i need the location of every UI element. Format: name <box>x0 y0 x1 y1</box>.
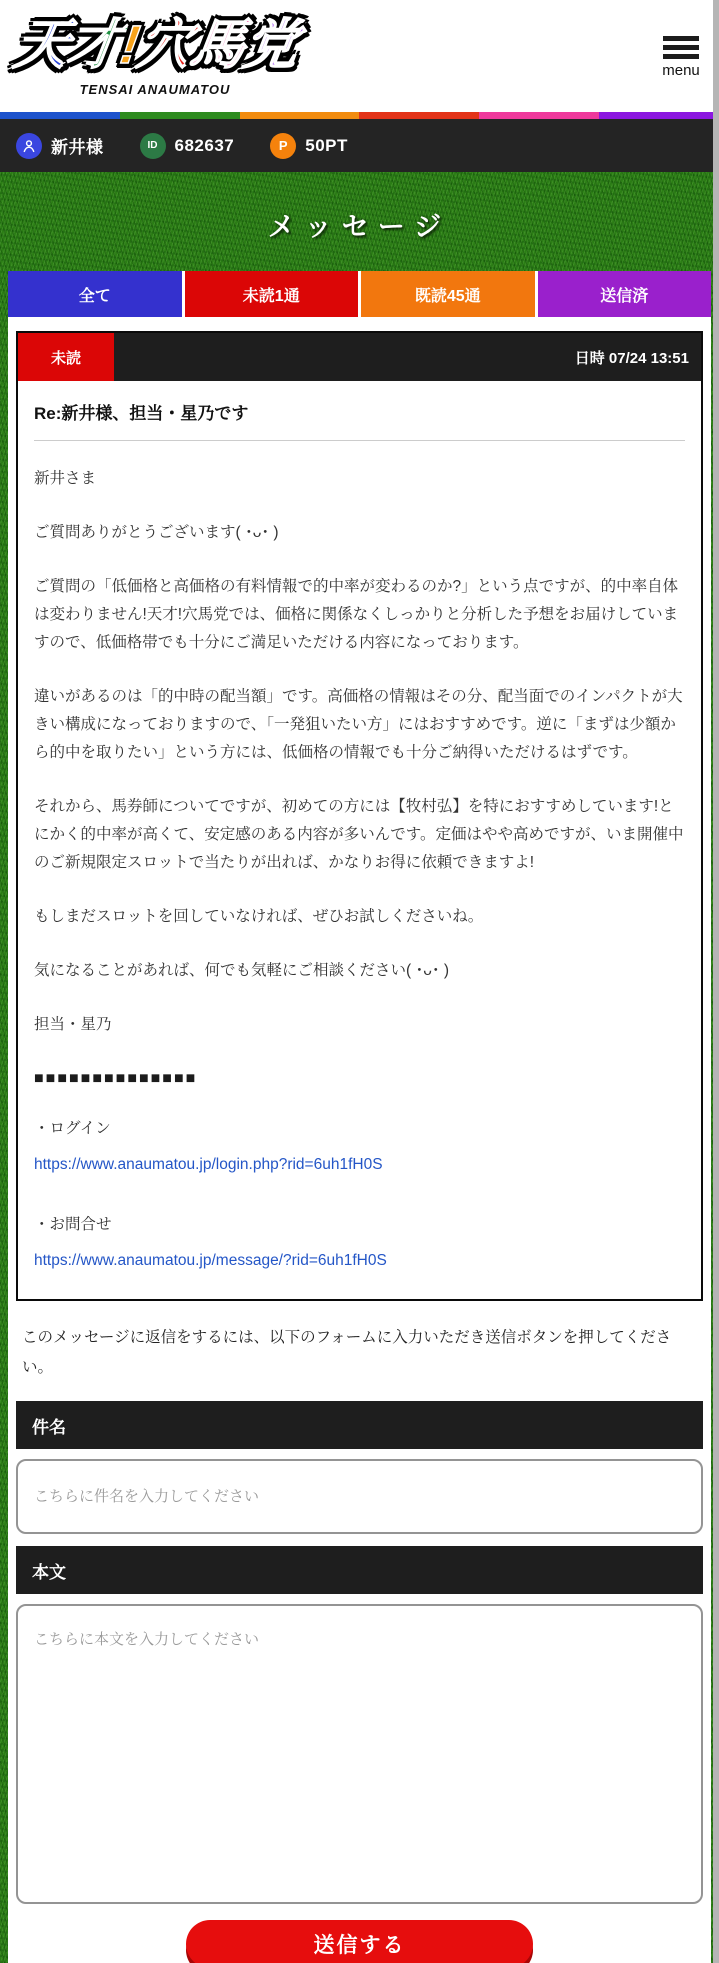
menu-button[interactable] <box>661 36 701 80</box>
point-badge-icon: P <box>270 133 296 159</box>
menu-label: menu <box>662 62 700 79</box>
message-paragraph: ・お問合せ <box>34 1216 112 1233</box>
user-id-value: 682637 <box>174 135 235 155</box>
user-avatar-icon <box>16 133 42 159</box>
message-paragraph: それから、馬券師についてですが、初めての方には【牧村弘】を特におすすめしています!とにかく的中率が高くて、安定感のある内容が多いんです。定価はやや高めですが、いま開催中のご新規限定スロットで当たりが出れば、かなりお得に依頼できますよ! <box>34 798 684 871</box>
message-paragraph: 気になることがあれば、何でも気軽にご相談ください( ･ᴗ･ ) <box>34 962 450 979</box>
user-points-value: 50PT <box>305 135 348 155</box>
site-logo[interactable] <box>10 10 300 98</box>
body-field-label: 本文 <box>16 1546 703 1594</box>
rainbow-stripe <box>0 112 719 119</box>
tab-unread[interactable]: 未読1通 <box>185 271 359 317</box>
subject-field-label: 件名 <box>16 1401 703 1449</box>
hamburger-icon <box>661 36 701 59</box>
message-paragraph: 担当・星乃 <box>34 1016 112 1033</box>
message-paragraph: ・ログイン <box>34 1120 111 1137</box>
logo-subtitle: TENSAI ANAUMATOU <box>79 82 231 98</box>
subject-divider <box>34 440 685 441</box>
unread-status-badge: 未読 <box>18 333 114 381</box>
submit-area <box>8 1920 711 1963</box>
site-header <box>0 0 719 112</box>
message-tabs <box>8 271 711 317</box>
body-textarea[interactable] <box>16 1604 703 1904</box>
user-info-bar <box>0 119 719 172</box>
logo-char: 党 <box>239 15 300 75</box>
subject-input[interactable] <box>16 1459 703 1534</box>
id-badge-icon: ID <box>140 133 166 159</box>
message-paragraph: ご質問の「低価格と高価格の有料情報で的中率が変わるのか?」という点ですが、的中率自体は変わりません!天才!穴馬党では、価格に関係なくしっかりと分析した予想をお届けしていますので、低価格帯でも十分にご満足いただける内容になっております。 <box>34 578 679 651</box>
tab-sent[interactable]: 送信済 <box>538 271 712 317</box>
message-link[interactable]: https://www.anaumatou.jp/message/?rid=6uh1fH0S <box>34 1252 387 1269</box>
content-container <box>8 271 711 1963</box>
message-date: 日時 07/24 13:51 <box>574 349 689 367</box>
send-button[interactable]: 送信する <box>186 1920 533 1963</box>
message-card-body <box>18 381 701 1299</box>
reply-instruction: このメッセージに返信をするには、以下のフォームに入力いただき送信ボタンを押してください。 <box>22 1329 672 1376</box>
user-id-item <box>140 133 235 159</box>
logo-char: ! <box>116 15 141 75</box>
message-paragraph: ■■■■■■■■■■■■■■ <box>34 1070 198 1087</box>
user-name: 新井様 <box>51 138 104 157</box>
tab-all[interactable]: 全て <box>8 271 182 317</box>
logo-text <box>9 10 301 80</box>
message-paragraph: ご質問ありがとうございます( ･ᴗ･ ) <box>34 524 279 541</box>
logo-char: 馬 <box>186 15 247 75</box>
message-body <box>34 465 685 1275</box>
message-paragraph: 新井さま <box>34 470 97 487</box>
message-card <box>16 331 703 1301</box>
tab-read[interactable]: 既読45通 <box>361 271 535 317</box>
user-points-item <box>270 133 348 159</box>
scrollbar[interactable] <box>713 0 719 1963</box>
logo-char: 穴 <box>133 15 194 75</box>
message-link[interactable]: https://www.anaumatou.jp/login.php?rid=6uh1fH0S <box>34 1156 383 1173</box>
message-card-header <box>18 333 701 381</box>
logo-char: 才 <box>63 15 124 75</box>
message-paragraph: 違いがあるのは「的中時の配当額」です。高価格の情報はその分、配当面でのインパクトが大きい構成になっておりますので、「一発狙いたい方」にはおすすめです。逆に「まずは少額から的中を取りたい」という方には、低価格の情報でも十分ご納得いただけるはずです。 <box>34 688 683 761</box>
logo-char: 天 <box>10 15 71 75</box>
page-title: メッセージ <box>267 212 452 242</box>
user-name-item <box>16 133 104 159</box>
message-subject: Re:新井様、担当・星乃です <box>34 404 249 423</box>
message-paragraph: もしまだスロットを回していなければ、ぜひお試しくださいね。 <box>34 908 484 925</box>
